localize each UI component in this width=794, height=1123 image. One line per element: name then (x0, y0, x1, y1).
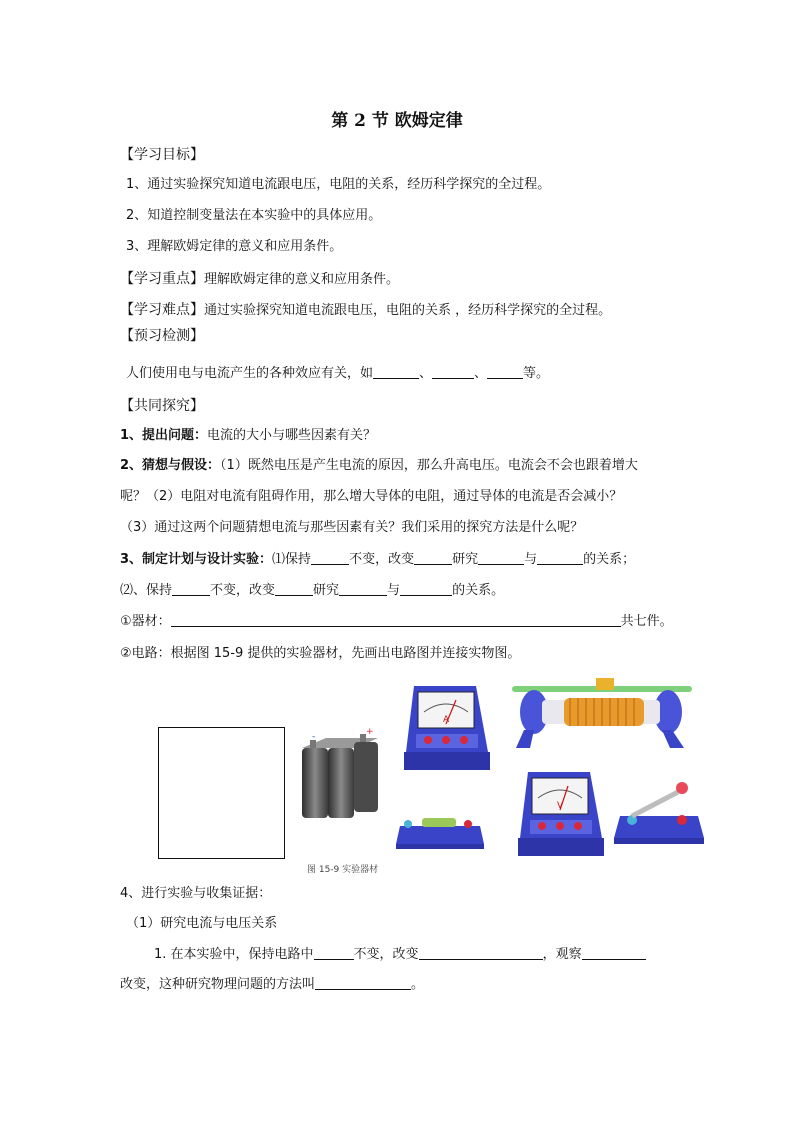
minus-sign: - (312, 732, 316, 742)
text: 。 (411, 977, 425, 992)
text: ，观察 (542, 947, 582, 962)
ammeter-image (404, 682, 490, 772)
text: 研究 (313, 583, 340, 598)
step-4-question-cont (120, 975, 424, 995)
step-1 (120, 426, 376, 446)
answer-blank[interactable] (537, 550, 583, 565)
text: 的关系； (583, 552, 636, 567)
battery-image (296, 728, 384, 824)
circuit-line: ②电路：根据图 15-9 提供的实验器材，先画出电路图并连接实物图。 (120, 646, 521, 661)
step-1-label: 1、提出问题： (120, 428, 208, 443)
text: 的关系。 (452, 583, 505, 598)
explore-heading: 【共同探究】 (120, 398, 204, 414)
rheostat-image (512, 678, 692, 748)
separator: 、 (474, 366, 488, 381)
goals-heading: 【学习目标】 (120, 147, 204, 163)
goal-item: 2、知道控制变量法在本实验中的具体应用。 (126, 208, 382, 223)
text: 不变，改变 (349, 552, 415, 567)
step-2-line-2: 呢？（2）电阻对电流有阻碍作用，那么增大导体的电阻，通过导体的电流是否会减小？ (120, 489, 623, 504)
difficulty-label: 【学习难点】 (120, 302, 204, 318)
answer-blank[interactable] (487, 364, 523, 379)
focus-text: 理解欧姆定律的意义和应用条件。 (204, 272, 400, 287)
step-2-label: 2、猜想与假设： (120, 458, 221, 473)
equipment-blank[interactable] (171, 612, 621, 627)
voltmeter-label: V (557, 801, 564, 811)
difficulty-text: 通过实验探究知道电流跟电压，电阻的关系 ，经历科学探究的全过程。 (204, 303, 612, 318)
answer-blank[interactable] (339, 581, 387, 596)
answer-blank[interactable] (400, 581, 452, 596)
step-2-line-1 (120, 456, 638, 476)
answer-blank[interactable] (582, 945, 646, 960)
circuit-drawing-box[interactable] (158, 727, 285, 859)
step-4-sub: （1）研究电流与电压关系 (126, 916, 278, 931)
text: 不变，改变 (353, 947, 419, 962)
step-4-label: 4、进行实验与收集证据： (120, 886, 272, 901)
equipment-line (120, 612, 673, 632)
text: 不变，改变 (210, 583, 276, 598)
preview-text: 人们使用电与电流产生的各种效应有关，如 (126, 366, 374, 381)
text: ⑵、保持 (120, 583, 173, 598)
figure-caption: 图 15-9 实验器材 (307, 865, 379, 875)
difficulty-line (120, 300, 611, 321)
resistor-image (394, 810, 486, 850)
text: 1. 在本实验中，保持电路中 (154, 947, 314, 962)
plus-sign: + (366, 728, 374, 737)
text: 与 (387, 583, 401, 598)
step-3-line-1 (120, 550, 635, 570)
answer-blank[interactable] (315, 975, 411, 990)
step-4-question (154, 945, 646, 965)
page-title: 第 2 节 欧姆定律 (331, 111, 463, 131)
text: 与 (524, 552, 538, 567)
switch-image (612, 780, 706, 846)
separator: 、 (419, 366, 433, 381)
step-2-text: （1）既然电压是产生电流的原因，那么升高电压。电流会不会也跟着增大 (220, 458, 638, 473)
ammeter-label: A (443, 715, 450, 725)
step-2-line-3: （3）通过这两个问题猜想电流与那些因素有关？我们采用的探究方法是什么呢？ (120, 520, 584, 535)
focus-line (120, 269, 399, 290)
answer-blank[interactable] (478, 550, 524, 565)
preview-end: 等。 (523, 366, 550, 381)
answer-blank[interactable] (275, 581, 313, 596)
step-3-label: 3、制定计划与设计实验： (120, 552, 273, 567)
focus-label: 【学习重点】 (120, 271, 204, 287)
answer-blank[interactable] (314, 945, 354, 960)
text: ⑴保持 (272, 552, 312, 567)
answer-blank[interactable] (414, 550, 452, 565)
text: 改变，这种研究物理问题的方法叫 (120, 977, 316, 992)
step-1-text: 电流的大小与哪些因素有关？ (207, 428, 377, 443)
step-3-line-2 (120, 581, 504, 601)
text: 研究 (452, 552, 479, 567)
goal-item: 1、通过实验探究知道电流跟电压，电阻的关系，经历科学探究的全过程。 (126, 177, 551, 192)
answer-blank[interactable] (172, 581, 210, 596)
answer-blank[interactable] (373, 364, 419, 379)
answer-blank[interactable] (419, 945, 543, 960)
preview-line (126, 364, 549, 384)
equipment-end: 共七件。 (620, 614, 673, 629)
goal-item: 3、理解欧姆定律的意义和应用条件。 (126, 239, 343, 254)
answer-blank[interactable] (311, 550, 349, 565)
voltmeter-image (518, 768, 604, 858)
preview-heading: 【预习检测】 (120, 328, 204, 344)
equipment-label: ①器材： (120, 614, 171, 629)
answer-blank[interactable] (432, 364, 474, 379)
